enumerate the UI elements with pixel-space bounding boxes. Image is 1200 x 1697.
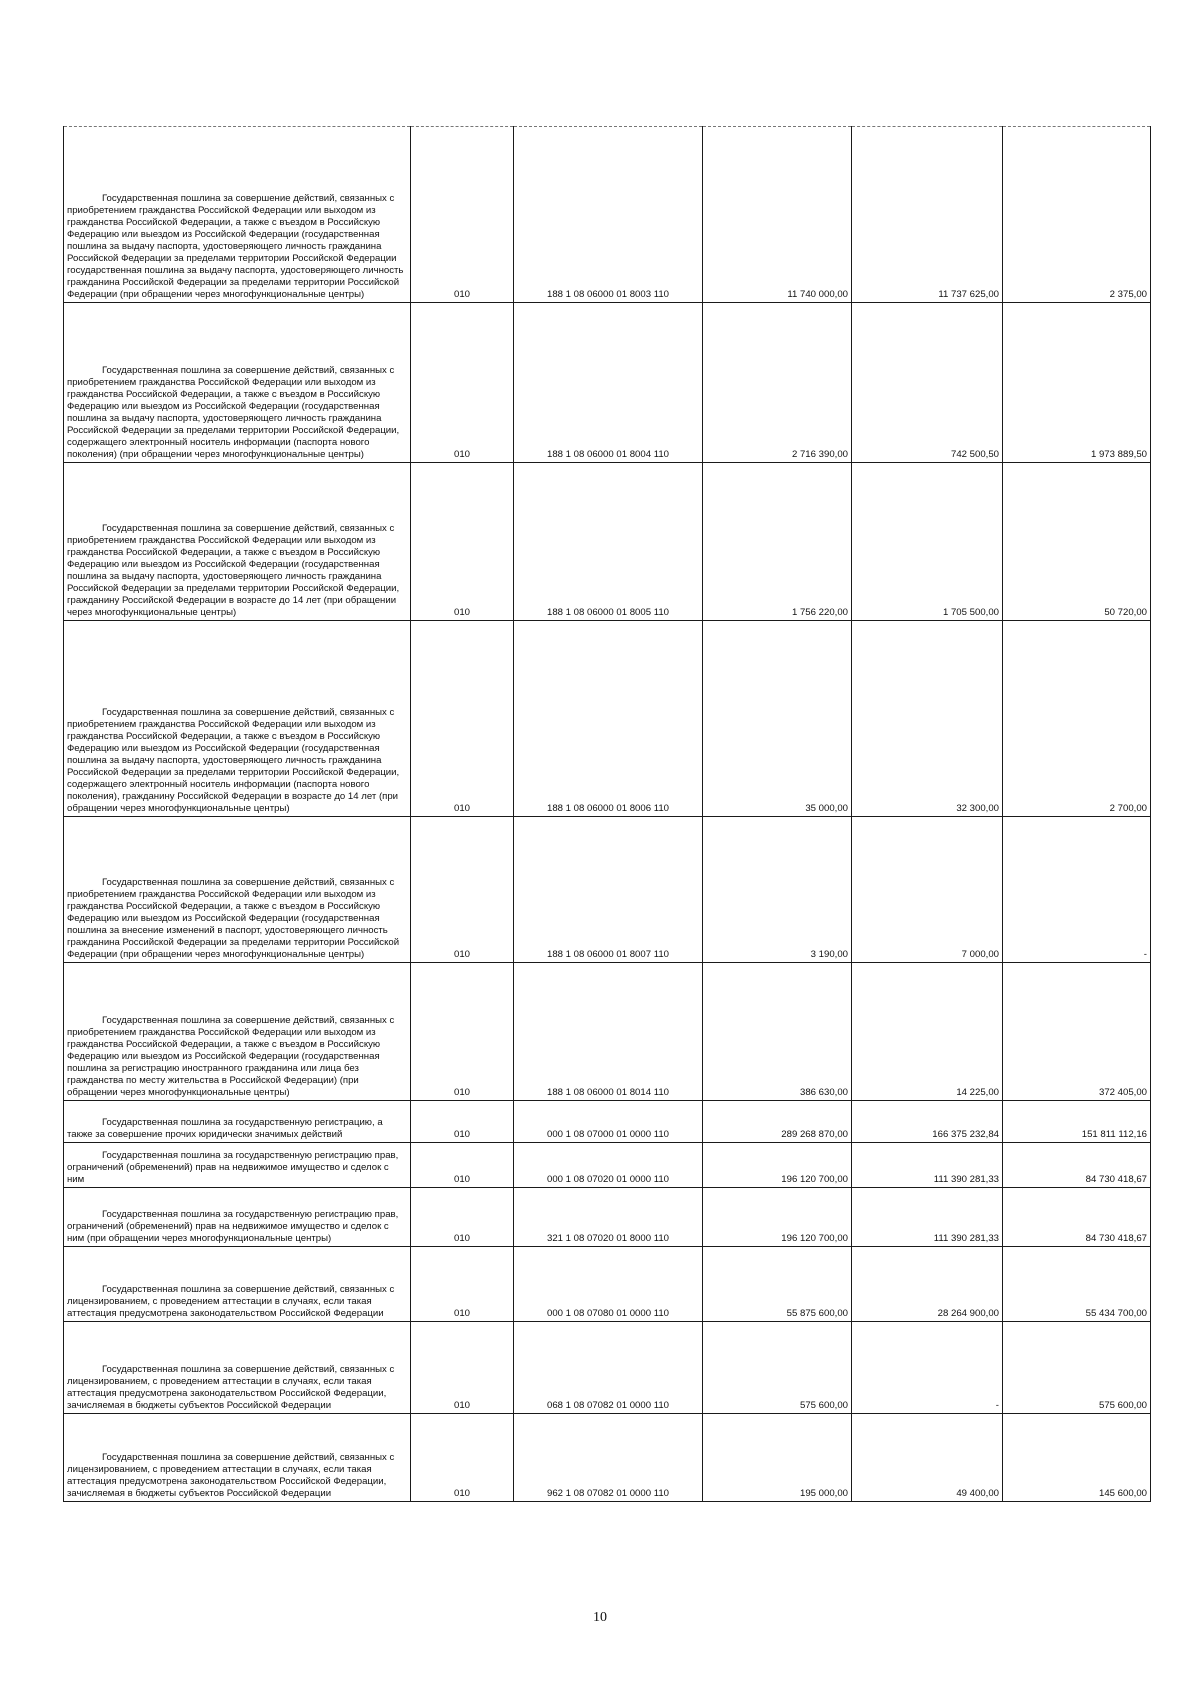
line-code: 010 [411, 621, 514, 817]
unexecuted-amount: 84 730 418,67 [1003, 1188, 1151, 1247]
unexecuted-amount: 2 700,00 [1003, 621, 1151, 817]
table-row [64, 1414, 1151, 1502]
executed-amount: 49 400,00 [852, 1414, 1003, 1502]
executed-amount: 7 000,00 [852, 817, 1003, 963]
approved-amount: 55 875 600,00 [703, 1247, 852, 1322]
executed-amount: 742 500,50 [852, 303, 1003, 463]
report-sheet [63, 126, 1151, 1502]
budget-classification-code: 188 1 08 06000 01 8005 110 [514, 463, 703, 621]
budget-classification-code: 321 1 08 07020 01 8000 110 [514, 1188, 703, 1247]
revenue-name: Государственная пошлина за совершение действий, связанных с приобретением гражданства Российской Федерации или выходом из гражданства Российской Федерации, а также с въездом в Российскую Федерацию или выездом из Российской Федерации (государственная пошлина за выдачу паспорта, удостоверяющего личность гражданина Российской Федерации за пределами территории Российской Федерации, гражданину Российской Федерации в возрасте до 14 лет (при обращении через многофункциональные центры) [64, 463, 411, 621]
approved-amount: 3 190,00 [703, 817, 852, 963]
revenue-name: Государственная пошлина за совершение действий, связанных с приобретением гражданства Российской Федерации или выходом из гражданства Российской Федерации, а также с въездом в Российскую Федерацию или выездом из Российской Федерации (государственная пошлина за выдачу паспорта, удостоверяющего личность гражданина Российской Федерации за пределами территории Российской Федерации, содержащего электронный носитель информации (паспорта нового поколения) (при обращении через многофункциональные центры) [64, 303, 411, 463]
table-row [64, 1143, 1151, 1188]
line-code: 010 [411, 127, 514, 303]
unexecuted-amount: - [1003, 817, 1151, 963]
budget-classification-code: 000 1 08 07020 01 0000 110 [514, 1143, 703, 1188]
budget-classification-code: 188 1 08 06000 01 8004 110 [514, 303, 703, 463]
table-row [64, 127, 1151, 303]
approved-amount: 386 630,00 [703, 963, 852, 1101]
line-code: 010 [411, 1247, 514, 1322]
line-code: 010 [411, 1143, 514, 1188]
line-code: 010 [411, 1188, 514, 1247]
executed-amount: 166 375 232,84 [852, 1101, 1003, 1143]
executed-amount: 111 390 281,33 [852, 1188, 1003, 1247]
table-row [64, 963, 1151, 1101]
budget-classification-code: 000 1 08 07080 01 0000 110 [514, 1247, 703, 1322]
revenue-name: Государственная пошлина за совершение действий, связанных с приобретением гражданства Российской Федерации или выходом из гражданства Российской Федерации, а также с въездом в Российскую Федерацию или выездом из Российской Федерации (государственная пошлина за выдачу паспорта, удостоверяющего личность гражданина Российской Федерации за пределами территории Российской Федерации государственная пошлина за выдачу паспорта, удостоверяющего личность гражданина Российской Федерации за пределами территории Российской Федерации (при обращении через многофункциональные центры) [64, 127, 411, 303]
revenue-name: Государственная пошлина за совершение действий, связанных с лицензированием, с проведением аттестации в случаях, если такая аттестация предусмотрена законодательством Российской Федерации [64, 1247, 411, 1322]
unexecuted-amount: 1 973 889,50 [1003, 303, 1151, 463]
table-row [64, 1247, 1151, 1322]
approved-amount: 575 600,00 [703, 1322, 852, 1414]
line-code: 010 [411, 303, 514, 463]
revenue-name: Государственная пошлина за государственную регистрацию прав, ограничений (обременений) прав на недвижимое имущество и сделок с ним (при обращении через многофункциональные центры) [64, 1188, 411, 1247]
unexecuted-amount: 145 600,00 [1003, 1414, 1151, 1502]
line-code: 010 [411, 817, 514, 963]
table-row [64, 1322, 1151, 1414]
executed-amount: 32 300,00 [852, 621, 1003, 817]
unexecuted-amount: 50 720,00 [1003, 463, 1151, 621]
approved-amount: 289 268 870,00 [703, 1101, 852, 1143]
line-code: 010 [411, 1322, 514, 1414]
revenue-name: Государственная пошлина за совершение действий, связанных с приобретением гражданства Российской Федерации или выходом из гражданства Российской Федерации, а также с въездом в Российскую Федерацию или выездом из Российской Федерации (государственная пошлина за выдачу паспорта, удостоверяющего личность гражданина Российской Федерации за пределами территории Российской Федерации, содержащего электронный носитель информации (паспорта нового поколения), гражданину Российской Федерации в возрасте до 14 лет (при обращении через многофункциональные центры) [64, 621, 411, 817]
revenue-name: Государственная пошлина за государственную регистрацию, а также за совершение прочих юридически значимых действий [64, 1101, 411, 1143]
line-code: 010 [411, 1414, 514, 1502]
unexecuted-amount: 151 811 112,16 [1003, 1101, 1151, 1143]
budget-classification-code: 188 1 08 06000 01 8007 110 [514, 817, 703, 963]
executed-amount: - [852, 1322, 1003, 1414]
table-body [64, 127, 1151, 1502]
executed-amount: 111 390 281,33 [852, 1143, 1003, 1188]
table-row [64, 817, 1151, 963]
budget-classification-code: 188 1 08 06000 01 8006 110 [514, 621, 703, 817]
table-row [64, 303, 1151, 463]
revenue-table [63, 126, 1151, 1502]
approved-amount: 195 000,00 [703, 1414, 852, 1502]
line-code: 010 [411, 963, 514, 1101]
budget-classification-code: 068 1 08 07082 01 0000 110 [514, 1322, 703, 1414]
revenue-name: Государственная пошлина за государственную регистрацию прав, ограничений (обременений) прав на недвижимое имущество и сделок с ним [64, 1143, 411, 1188]
budget-classification-code: 188 1 08 06000 01 8003 110 [514, 127, 703, 303]
approved-amount: 11 740 000,00 [703, 127, 852, 303]
executed-amount: 28 264 900,00 [852, 1247, 1003, 1322]
approved-amount: 35 000,00 [703, 621, 852, 817]
table-row [64, 1188, 1151, 1247]
page-number: 10 [593, 1610, 607, 1625]
executed-amount: 11 737 625,00 [852, 127, 1003, 303]
revenue-name: Государственная пошлина за совершение действий, связанных с лицензированием, с проведением аттестации в случаях, если такая аттестация предусмотрена законодательством Российской Федерации, зачисляемая в бюджеты субъектов Российской Федерации [64, 1322, 411, 1414]
approved-amount: 1 756 220,00 [703, 463, 852, 621]
executed-amount: 1 705 500,00 [852, 463, 1003, 621]
unexecuted-amount: 55 434 700,00 [1003, 1247, 1151, 1322]
table-row [64, 621, 1151, 817]
approved-amount: 196 120 700,00 [703, 1143, 852, 1188]
table-row [64, 1101, 1151, 1143]
approved-amount: 196 120 700,00 [703, 1188, 852, 1247]
unexecuted-amount: 84 730 418,67 [1003, 1143, 1151, 1188]
budget-classification-code: 962 1 08 07082 01 0000 110 [514, 1414, 703, 1502]
revenue-name: Государственная пошлина за совершение действий, связанных с приобретением гражданства Российской Федерации или выходом из гражданства Российской Федерации, а также с въездом в Российскую Федерацию или выездом из Российской Федерации (государственная пошлина за внесение изменений в паспорт, удостоверяющего личность гражданина Российской Федерации за пределами территории Российской Федерации (при обращении через многофункциональные центры) [64, 817, 411, 963]
unexecuted-amount: 372 405,00 [1003, 963, 1151, 1101]
table-row [64, 463, 1151, 621]
unexecuted-amount: 2 375,00 [1003, 127, 1151, 303]
revenue-name: Государственная пошлина за совершение действий, связанных с лицензированием, с проведением аттестации в случаях, если такая аттестация предусмотрена законодательством Российской Федерации, зачисляемая в бюджеты субъектов Российской Федерации [64, 1414, 411, 1502]
budget-classification-code: 188 1 08 06000 01 8014 110 [514, 963, 703, 1101]
revenue-name: Государственная пошлина за совершение действий, связанных с приобретением гражданства Российской Федерации или выходом из гражданства Российской Федерации, а также с въездом в Российскую Федерацию или выездом из Российской Федерации (государственная пошлина за регистрацию иностранного гражданина или лица без гражданства по месту жительства в Российской Федерации) (при обращении через многофункциональные центры) [64, 963, 411, 1101]
line-code: 010 [411, 463, 514, 621]
unexecuted-amount: 575 600,00 [1003, 1322, 1151, 1414]
approved-amount: 2 716 390,00 [703, 303, 852, 463]
budget-classification-code: 000 1 08 07000 01 0000 110 [514, 1101, 703, 1143]
executed-amount: 14 225,00 [852, 963, 1003, 1101]
line-code: 010 [411, 1101, 514, 1143]
